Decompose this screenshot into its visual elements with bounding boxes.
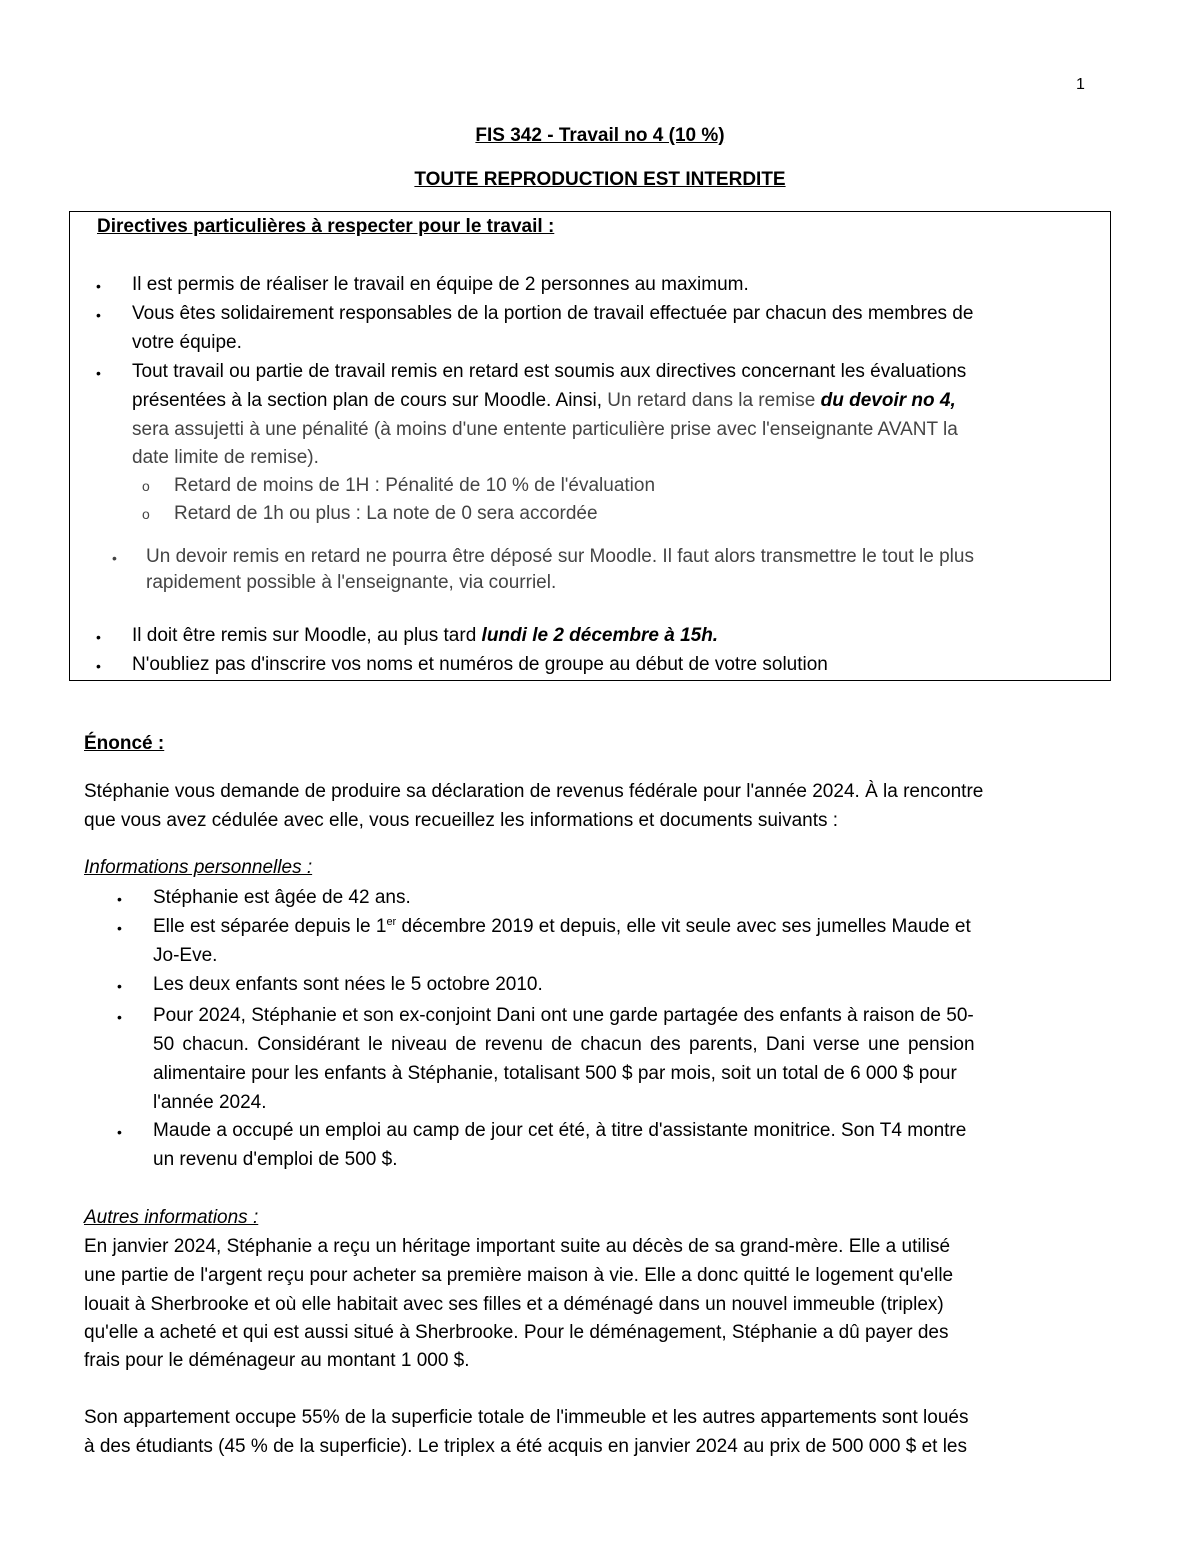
list-item: Pour 2024, Stéphanie et son ex-conjoint Dani ont une garde partagée des enfants à raison de 50- [153,1005,974,1026]
bullet-icon: • [117,920,122,936]
deadline-text: lundi le 2 décembre à 15h. [481,625,719,646]
directive-item-cont: date limite de remise). [132,447,319,468]
list-item-cont: un revenu d'emploi de 500 $. [153,1149,398,1170]
list-item: Les deux enfants sont nées le 5 octobre 2010. [153,974,543,995]
sub-bullet-icon: o [142,506,150,522]
directives-heading: Directives particulières à respecter pour le travail : [97,216,555,237]
directive-subitem: Retard de moins de 1H : Pénalité de 10 % de l'évaluation [174,475,656,496]
paragraph-line: frais pour le déménageur au montant 1 000 $. [84,1350,470,1371]
paragraph-line: Stéphanie vous demande de produire sa déclaration de revenus fédérale pour l'année 2024. À la rencontre [84,781,984,802]
directive-item-cont [132,390,956,412]
directive-text: Un retard dans la remise [607,390,821,411]
other-info-heading: Autres informations : [84,1207,259,1228]
directive-item: Il est permis de réaliser le travail en équipe de 2 personnes au maximum. [132,274,749,295]
directive-item [132,625,718,647]
directive-item-cont: rapidement possible à l'enseignante, via courriel. [146,572,557,593]
list-item-cont: alimentaire pour les enfants à Stéphanie, totalisant 500 $ par mois, soit un total de 6 000 $ pour [153,1063,957,1084]
paragraph-line: qu'elle a acheté et qui est aussi situé à Sherbrooke. Pour le déménagement, Stéphanie a dû payer des [84,1322,949,1343]
directives-box [69,211,1111,681]
directive-item: N'oubliez pas d'inscrire vos noms et numéros de groupe au début de votre solution [132,654,828,675]
list-text: Elle est séparée depuis le 1 [153,916,387,937]
bullet-icon: • [112,550,117,566]
bullet-icon: • [117,891,122,907]
list-text: décembre 2019 et depuis, elle vit seule avec ses jumelles Maude et [396,916,971,937]
directive-text: présentées à la section plan de cours sur Moodle. Ainsi, [132,390,608,411]
ordinal-superscript: er [386,916,397,928]
enonce-heading: Énoncé : [84,733,165,754]
directive-text: Il doit être remis sur Moodle, au plus tard [132,625,482,646]
bullet-icon: • [96,629,101,645]
directive-subitem: Retard de 1h ou plus : La note de 0 sera accordée [174,503,598,524]
sub-bullet-icon: o [142,478,150,494]
paragraph-line: En janvier 2024, Stéphanie a reçu un héritage important suite au décès de sa grand-mère. Elle a utilisé [84,1236,951,1257]
page-number: 1 [1076,76,1085,93]
paragraph-line: Son appartement occupe 55% de la superficie totale de l'immeuble et les autres appartements sont loués [84,1407,969,1428]
list-item [153,916,971,938]
directive-item: Tout travail ou partie de travail remis en retard est soumis aux directives concernant les évaluations [132,361,967,382]
directive-item-cont: sera assujetti à une pénalité (à moins d'une entente particulière prise avec l'enseignante AVANT la [132,419,958,440]
personal-info-heading: Informations personnelles : [84,857,313,878]
bullet-icon: • [117,978,122,994]
paragraph-line: à des étudiants (45 % de la superficie). Le triplex a été acquis en janvier 2024 au prix de 500 000 $ et les [84,1436,967,1457]
bullet-icon: • [96,365,101,381]
paragraph-line: que vous avez cédulée avec elle, vous recueillez les informations et documents suivants : [84,810,839,831]
bullet-icon: • [96,307,101,323]
bullet-icon: • [96,658,101,674]
document-subtitle: TOUTE REPRODUCTION EST INTERDITE [414,169,786,190]
bullet-icon: • [117,1124,122,1140]
list-item: Stéphanie est âgée de 42 ans. [153,887,411,908]
directive-item: Un devoir remis en retard ne pourra être déposé sur Moodle. Il faut alors transmettre le tout le plus [146,546,974,567]
list-item-cont: l'année 2024. [153,1092,267,1113]
paragraph-line: louait à Sherbrooke et où elle habitait avec ses filles et a déménagé dans un nouvel immeuble (triplex) [84,1294,944,1315]
document-title: FIS 342 - Travail no 4 (10 %) [475,125,725,146]
directive-emphasis: du devoir no 4, [820,390,956,411]
list-item-cont: 50 chacun. Considérant le niveau de revenu de chacun des parents, Dani verse une pension [153,1034,975,1055]
directive-item: Vous êtes solidairement responsables de la portion de travail effectuée par chacun des membres de [132,303,974,324]
list-item-cont: Jo-Eve. [153,945,218,966]
bullet-icon: • [96,278,101,294]
bullet-icon: • [117,1009,122,1025]
list-item: Maude a occupé un emploi au camp de jour cet été, à titre d'assistante monitrice. Son T4 montre [153,1120,967,1141]
paragraph-line: une partie de l'argent reçu pour acheter sa première maison à vie. Elle a donc quitté le logement qu'elle [84,1265,954,1286]
directive-item-cont: votre équipe. [132,332,242,353]
